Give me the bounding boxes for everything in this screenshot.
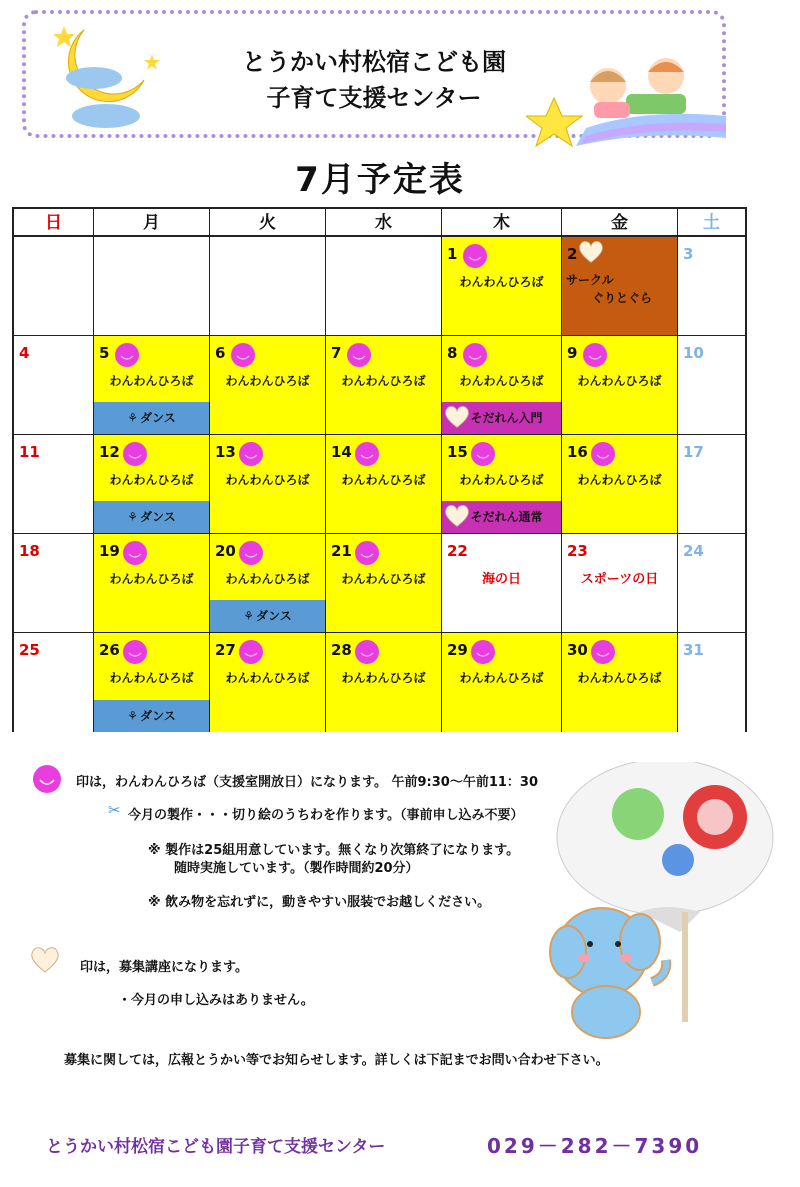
craft-note: 今月の製作・・・切り絵のうちわを作ります。（事前申し込み不要） [128,808,524,823]
day-number: 11 [19,443,40,461]
day-number: 29 [447,641,468,659]
holiday-label: 海の日 [481,572,521,587]
smile-icon [122,540,148,566]
calendar-day-cell [94,336,210,435]
fan-elephant-illustration [540,762,780,1052]
calendar-day-cell [442,633,562,732]
calendar-day-cell [678,237,745,336]
smile-icon [354,540,380,566]
smile-icon [122,639,148,665]
calendar-day-cell [14,633,94,732]
day-number: 27 [215,641,236,659]
smile-icon [582,342,608,368]
weekday-header: 月 [94,209,210,237]
day-number: 30 [567,641,588,659]
scissors-icon: ✂ [108,801,121,819]
band-label: ダンス [140,411,176,425]
no-apply-note: ・今月の申し込みはありません。 [118,993,314,1008]
calendar-day-cell [14,237,94,336]
dance-band [94,402,209,434]
band-label: そだれん入門 [470,411,543,425]
calendar-day-cell [562,237,678,336]
smile-icon [462,243,488,269]
weekday-header: 木 [442,209,562,237]
day-number: 20 [215,542,236,560]
day-number: 5 [99,344,110,362]
header-banner [22,10,726,138]
dance-band [94,501,209,533]
calendar-day-cell [210,237,326,336]
calendar-day-cell [94,534,210,633]
kids-on-star-icon [526,58,726,148]
day-number: 24 [683,542,704,560]
calendar-grid [12,207,747,732]
day-number: 7 [331,344,342,362]
dance-band [94,700,209,732]
craft-note-1: ※ 製作は25組用意しています。無くなり次第終了になります。 [148,843,520,858]
event-label: わんわんひろば [577,671,662,685]
drink-note: ※ 飲み物を忘れずに，動きやすい服装でお越しください。 [148,895,491,910]
day-number: 15 [447,443,468,461]
smile-icon [354,441,380,467]
calendar-day-cell [442,435,562,534]
smile-icon [462,342,488,368]
course-band [442,501,561,533]
band-label: そだれん通常 [470,510,543,524]
holiday-label: スポーツの日 [580,572,659,587]
heart-icon [578,239,604,265]
band-label: ダンス [256,609,292,623]
calendar-day-cell [94,633,210,732]
calendar-day-cell [442,336,562,435]
dance-band [210,600,325,632]
heart-legend-icon [30,946,60,974]
event-label: わんわんひろば [341,374,426,388]
header-title-line1: とうかい村松宿こども園 [242,48,506,76]
calendar-day-cell [94,237,210,336]
day-number: 1 [447,245,458,263]
event-label: わんわんひろば [459,374,544,388]
weekday-header: 火 [210,209,326,237]
calendar-day-cell [94,435,210,534]
event-label: わんわんひろば [109,671,194,685]
smile-icon [590,639,616,665]
calendar-day-cell [326,435,442,534]
calendar-day-cell [562,435,678,534]
smile-icon [470,441,496,467]
day-number: 14 [331,443,352,461]
event-label: わんわんひろば [459,671,544,685]
heart-icon [444,503,470,529]
day-number: 28 [331,641,352,659]
event-label: わんわんひろば [225,671,310,685]
calendar-day-cell [210,435,326,534]
day-number: 6 [215,344,226,362]
heart-note: 印は，募集講座になります。 [80,960,248,975]
calendar-day-cell [14,534,94,633]
day-number: 8 [447,344,458,362]
smile-note: 印は，わんわんひろば（支援室開放日）になります。 午前9:30～午前11：30 [76,775,539,790]
day-number: 22 [447,542,468,560]
calendar-day-cell [326,534,442,633]
event-label: わんわんひろば [459,275,544,289]
event-label: わんわんひろば [109,374,194,388]
calendar-day-cell [442,534,562,633]
event-label: わんわんひろば [225,374,310,388]
calendar-day-cell [678,336,745,435]
calendar-day-cell [210,633,326,732]
smile-icon [238,639,264,665]
heart-icon [444,404,470,430]
calendar-day-cell [562,534,678,633]
day-number: 4 [19,344,30,362]
craft-note-2: 随時実施しています。（製作時間約20分） [174,861,419,876]
smile-icon [346,342,372,368]
event-label: サークル [566,273,614,287]
calendar-day-cell [210,336,326,435]
smile-legend-icon [32,764,62,794]
day-number: 17 [683,443,704,461]
dancer-icon: ⚘ [127,411,138,425]
event-label: わんわんひろば [109,473,194,487]
smile-icon [122,441,148,467]
event-label: わんわんひろば [577,473,662,487]
footer-phone[interactable]: 029－282－7390 [487,1134,703,1158]
calendar-day-cell [210,534,326,633]
day-number: 23 [567,542,588,560]
dancer-icon: ⚘ [127,709,138,723]
day-number: 12 [99,443,120,461]
event-label: わんわんひろば [577,374,662,388]
event-label: わんわんひろば [341,572,426,586]
smile-icon [238,441,264,467]
calendar-day-cell [326,633,442,732]
smile-icon [590,441,616,467]
smile-icon [238,540,264,566]
event-label: わんわんひろば [341,671,426,685]
event-label-2: ぐりとぐら [592,291,653,305]
dancer-icon: ⚘ [127,510,138,524]
month-title: 7月予定表 [295,160,465,200]
calendar-day-cell [562,633,678,732]
smile-icon [354,639,380,665]
day-number: 26 [99,641,120,659]
calendar-day-cell [14,336,94,435]
day-number: 21 [331,542,352,560]
day-number: 31 [683,641,704,659]
calendar-day-cell [14,435,94,534]
day-number: 2 [567,245,578,263]
calendar-day-cell [442,237,562,336]
day-number: 10 [683,344,704,362]
event-label: わんわんひろば [109,572,194,586]
weekday-header: 日 [14,209,94,237]
footer-center-name: とうかい村松宿こども園子育て支援センター [46,1137,386,1157]
day-number: 25 [19,641,40,659]
calendar-day-cell [678,633,745,732]
event-label: わんわんひろば [225,572,310,586]
smile-icon [470,639,496,665]
calendar-day-cell [678,435,745,534]
day-number: 19 [99,542,120,560]
event-label: わんわんひろば [459,473,544,487]
dancer-icon: ⚘ [243,609,254,623]
event-label: わんわんひろば [225,473,310,487]
weekday-header: 土 [678,209,745,237]
band-label: ダンス [140,510,176,524]
day-number: 9 [567,344,578,362]
weekday-header: 水 [326,209,442,237]
calendar-day-cell [326,336,442,435]
smile-icon [230,342,256,368]
weekday-header: 金 [562,209,678,237]
band-label: ダンス [140,709,176,723]
calendar-day-cell [326,237,442,336]
day-number: 13 [215,443,236,461]
calendar-day-cell [678,534,745,633]
smile-icon [114,342,140,368]
header-title-line2: 子育て支援センター [266,84,482,112]
contact-note: 募集に関しては，広報とうかい等でお知らせします。詳しくは下記までお問い合わせ下さい。 [64,1053,609,1068]
day-number: 16 [567,443,588,461]
course-band [442,402,561,434]
event-label: わんわんひろば [341,473,426,487]
day-number: 3 [683,245,694,263]
day-number: 18 [19,542,40,560]
calendar-day-cell [562,336,678,435]
